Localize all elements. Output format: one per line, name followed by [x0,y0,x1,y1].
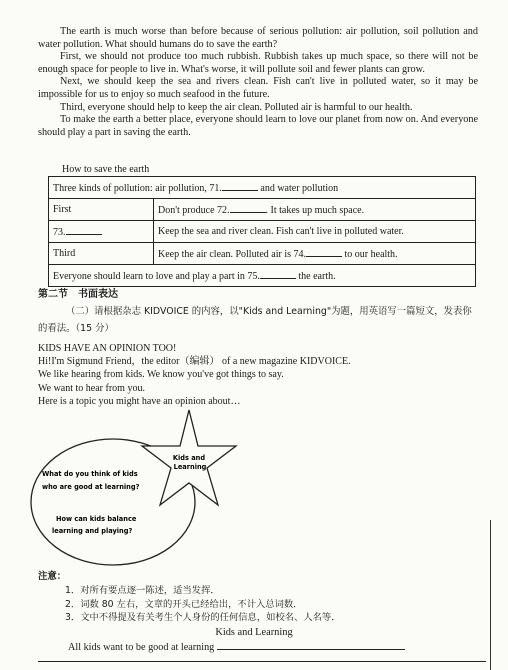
essay-title: Kids and Learning [215,627,293,638]
row-label: Third [49,243,154,265]
bubble-question: learning and playing? [52,527,133,535]
note-item: 3．文中不得提及有关考生个人身份的任何信息，如校名、人名等． [65,612,341,623]
notes-title: 注意： [38,571,67,582]
magazine-line: We like hearing from kids. We know you've got things to say. [38,369,284,381]
essay-answer-line[interactable] [38,661,486,662]
passage-paragraph: First, we should not produce too much rubbish. Rubbish takes up much space, so there will not be enough space for people to live in. What's worse, it will pollute soil and fewer plants can grow. [38,51,478,75]
bubble-question: How can kids balance [56,515,137,523]
writing-instruction: （二）请根据杂志 KIDVOICE 的内容，以"Kids and Learning"为题，用英语写一篇短文，发表你的看法。（15 分） [38,306,472,334]
cell-text: to our health. [342,249,398,260]
table-caption: How to save the earth [62,164,150,175]
row-label: First [49,199,154,221]
margin-line [490,520,491,670]
magazine-line: We want to hear from you. [38,382,145,394]
passage-paragraph: Next, we should keep the sea and rivers clean. Fish can't live in polluted water, so it may be impossible for us to enjoy so much seafood in the future. [38,76,478,100]
row-label: 73. [53,227,66,238]
magazine-line: Hi!I'm Sigmund Friend，the editor（编辑） of a new magazine KIDVOICE. [38,356,351,368]
star-text-line: Kids and [172,454,206,462]
cell-text: Keep the sea and river clean. Fish can't live in polluted water. [154,221,476,243]
cell-text: Three kinds of pollution: air pollution, 71. [53,183,222,194]
cell-text: and water pollution [257,183,339,194]
cell-text: . It takes up much space. [265,205,365,216]
notes-list [65,584,341,625]
essay-opening [68,639,405,655]
star-text-line: Learning [173,463,207,471]
essay-opening-text: All kids want to be good at learning [68,642,215,653]
cell-text: the earth. [295,271,336,282]
essay-writing-line[interactable] [217,639,405,650]
cell-text: Don't produce 72. [158,205,230,216]
section-heading: 第二节 书面表达 [38,289,118,300]
passage-paragraph: The earth is much worse than before because of serious pollution: air pollution, soil pollution and water pollution. What should humans do to save the earth? [38,26,478,50]
note-item: 2．词数 80 左右，文章的开头已经给出，不计入总词数． [65,598,303,610]
bubble-question: What do you think of kids [42,470,138,478]
magazine-line: Here is a topic you might have an opinion about… [38,395,241,407]
cell-text: Everyone should learn to love and play a part in 75. [53,271,260,282]
magazine-headline: KIDS HAVE AN OPINION TOO! [38,343,177,354]
bubble-question: who are good at learning? [42,483,140,491]
cell-text: Keep the air clean. Polluted air is 74. [158,249,307,260]
passage-paragraph: To make the earth a better place, everyone should learn to love our planet from now on. And everyone should play a part in saving the earth. [38,114,478,138]
note-item: 1．对所有要点逐一陈述，适当发挥． [65,585,220,596]
passage-paragraph: Third, everyone should help to keep the air clean. Polluted air is harmful to our health. [60,101,413,113]
